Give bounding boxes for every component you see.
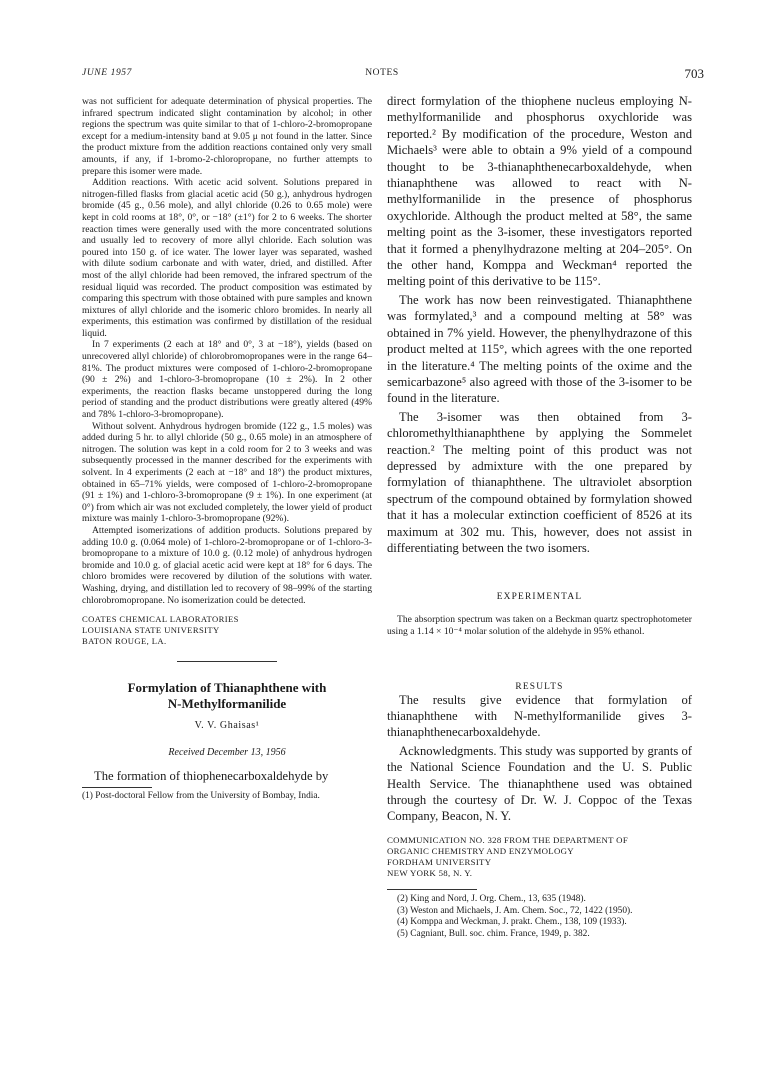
footnote-rule xyxy=(82,787,152,788)
article-title xyxy=(82,680,372,712)
paragraph: Addition reactions. With acetic acid solvent. Solutions prepared in nitrogen-filled flasks from glacial acetic acid (50 g.), anhydrous hydrogen bromide (45 g., 0.56 mole), and allyl chloride (0.26 to 0.65 mole) were kept in cold rooms at 18°, 0°, or −18° (±1°) for 2 to 6 weeks. The shorter reaction times were generally used with the more concentrated solutions and usually led to recovery of more allyl chloride. Each solution was poured into 150 g. of ice water. The lower layer was separated, washed with dilute sodium carbonate and with water, dried, and distilled. After most of the allyl chloride had been removed, the infrared spectrum of the residual liquid was recorded. The product composition was estimated by comparing this spectrum with those obtained with pure samples and known mixtures of allyl chloride and the isomeric chloro bromides. In nearly all experiments, this estimation was confirmed by distillation of the residual liquid. xyxy=(82,177,372,339)
header-date: JUNE 1957 xyxy=(82,68,132,78)
received-date: Received December 13, 1956 xyxy=(168,747,286,759)
results-text: The results give evidence that formylation of thianaphthene with N-methylformanilide gives 3-thianaphthenecarboxaldehyde. xyxy=(387,692,692,740)
author-address xyxy=(82,614,372,647)
experimental-heading: EXPERIMENTAL xyxy=(496,592,583,603)
intro-paragraph: The formation of thiophenecarboxaldehyde by xyxy=(94,769,329,784)
references-rule xyxy=(387,889,477,890)
section-divider xyxy=(177,661,277,662)
article-author: V. V. Ghaisas¹ xyxy=(194,720,260,732)
address-line: COATES CHEMICAL LABORATORIES xyxy=(82,614,239,625)
paragraph: Without solvent. Anhydrous hydrogen bromide (122 g., 1.5 moles) was added during 5 hr. to allyl chloride (50 g., 0.65 mole) in an atmosphere of nitrogen. The solution was kept in a cold room for 2 to 3 weeks and was subsequently processed in the manner described for the experiments with solvent. In 4 experiments (2 each at −18° and 18°) the product mixtures, obtained in 65–71% yields, were composed of 1-chloro-2-bromopropane (91 ± 1%) and 1-chloro-3-bromopropane (9 ± 1%). In one experiment (at 0°) from which air was not excluded completely, the lower yield of product mixture was mainly 1-chloro-3-bromopropane (92%). xyxy=(82,420,372,525)
running-header xyxy=(82,66,704,84)
paragraph: The work has now been reinvestigated. Thianaphthene was formylated,³ and a compound melting at 58° was obtained in 7% yield. However, the phenylhydrazone of this product melted at 115°, which agrees with the one reported in the literature.⁴ The melting points of the oxime and the semicarbazone⁵ also agreed with those of the 3-isomer to be found in the literature. xyxy=(387,292,692,406)
paragraph: Attempted isomerizations of addition products. Solutions prepared by adding 10.0 g. (0.064 mole) of 1-chloro-2-bromopropane or of 1-chloro-3-bromopropane to a mixture of 10.0 g. (0.12 mole) of anhydrous hydrogen bromide and 10.0 g. of glacial acetic acid were kept at 18° for 6 days. The chloro bromides were recovered by dilution of the solutions with water. Washing, drying, and distillation led to recovery of 98–99% of the starting chlorobromopropane. No isomerization could be detected. xyxy=(82,524,372,606)
reference: (4) Komppa and Weckman, J. prakt. Chem., 138, 109 (1933). xyxy=(397,917,627,928)
page-number: 703 xyxy=(684,66,704,81)
references xyxy=(387,894,692,941)
right-column xyxy=(387,93,692,941)
experimental-text: The absorption spectrum was taken on a Beckman quartz spectrophotometer using a 1.14 × 10⁻⁴ molar solution of the aldehyde in 95% ethanol. xyxy=(387,614,692,637)
communication-line: NEW YORK 58, N. Y. xyxy=(387,867,473,878)
results-heading: RESULTS xyxy=(515,681,564,692)
title-line: N-Methylformanilide xyxy=(167,696,287,712)
acknowledgments: Acknowledgments. This study was supported by grants of the National Science Foundation and the U. S. Public Health Service. The thianaphthene used was obtained through the courtesy of Dr. W. J. Coppoc of the Texas Company, Beacon, N. Y. xyxy=(387,743,692,824)
paragraph: was not sufficient for adequate determination of physical properties. The infrared spectrum indicated slight contamination by alcohol; in other regions the spectrum was quite similar to that of 1-chloro-2-bromopropane except for a medium-intensity band at 9.05 μ not found in the latter. Since the product mixture from the addition reactions contained only very small amounts, if any, if 1-bromo-2-chloropropane, no further attempts to prepare this isomer were made. xyxy=(82,96,372,177)
paragraph: direct formylation of the thiophene nucleus employing N-methylformanilide and phosphorus oxychloride was reported.² By modification of the procedure, Weston and Michaels³ were able to obtain a 9% yield of a compound thought to be 3-thianaphthenecarboxaldehyde, when thianaphthene was allowed to react with N-methylformanilide in the presence of phosphorus oxychloride. Although the product melted at 58°, the same melting point as the 3-isomer, these investigators reported that it formed a phenylhydrazone melting at 204–205°. On the other hand, Komppa and Weckman⁴ reported the melting point of this derivative to be 115°. xyxy=(387,94,692,289)
reference: (5) Cagniant, Bull. soc. chim. France, 1949, p. 382. xyxy=(397,929,590,940)
address-line: BATON ROUGE, LA. xyxy=(82,636,167,647)
communication-address xyxy=(387,835,692,879)
communication-line: ORGANIC CHEMISTRY AND ENZYMOLOGY xyxy=(387,845,574,856)
communication-line: FORDHAM UNIVERSITY xyxy=(387,856,492,867)
reference: (2) King and Nord, J. Org. Chem., 13, 635 (1948). xyxy=(397,893,586,904)
title-line: Formylation of Thianaphthene with xyxy=(127,680,327,696)
paragraph: The 3-isomer was then obtained from 3-chloromethylthianaphthene by applying the Sommelet reaction.² The melting point of this product was not depressed by admixture with the one prepared by formylation of thianaphthene. The ultraviolet absorption spectrum of the compound obtained by formylation showed that it has a molecular extinction coefficient of 8526 at its maximum at 302 mu. This, however, does not assist in differentiating between the two isomers. xyxy=(387,409,692,555)
address-line: LOUISIANA STATE UNIVERSITY xyxy=(82,625,220,636)
left-column xyxy=(82,96,372,803)
paragraph: In 7 experiments (2 each at 18° and 0°, 3 at −18°), yields (based on unrecovered allyl chloride) of chlorobromopropanes were in the range 64–81%. The product mixtures were composed of 1-chloro-2-bromopropane (90 ± 2%) and 1-chloro-3-bromopropane (10 ± 2%). In 2 other experiments, the reaction flasks became unstoppered during the long period of standing and the product distributions were greatly altered (49% and 78% 1-chloro-3-bromopropane). xyxy=(82,339,372,421)
header-section: NOTES xyxy=(365,68,399,78)
footnote: (1) Post-doctoral Fellow from the University of Bombay, India. xyxy=(82,791,320,802)
communication-line: COMMUNICATION NO. 328 FROM THE DEPARTMENT OF xyxy=(387,834,629,845)
reference: (3) Weston and Michaels, J. Am. Chem. Soc., 72, 1422 (1950). xyxy=(397,905,633,916)
